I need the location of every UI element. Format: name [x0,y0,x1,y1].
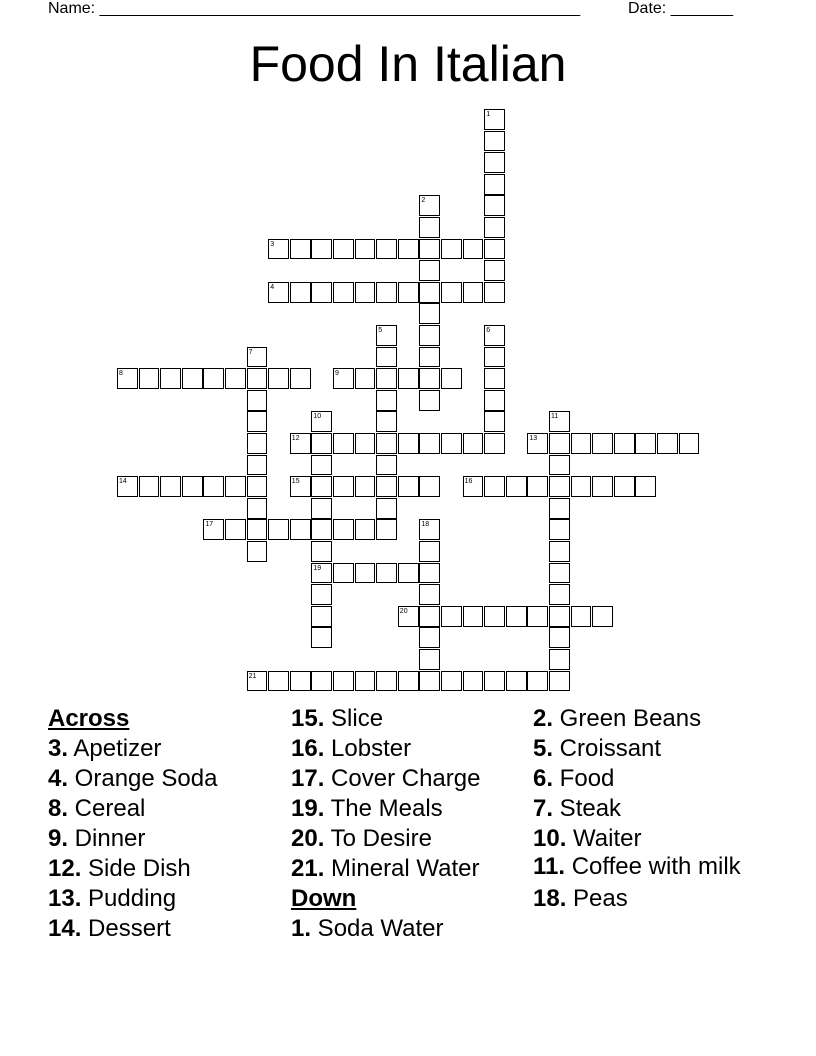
clue-number: 12 [291,435,300,442]
clue-text: Slice [324,705,384,732]
grid-cell[interactable] [441,368,462,389]
clue-number-label: 20. [291,825,325,852]
grid-cell[interactable] [679,433,700,454]
clue-number: 2 [421,197,426,205]
clue-item [291,764,521,794]
grid-cell[interactable] [247,347,268,368]
clue-number: 7 [248,348,253,356]
grid-cell[interactable] [419,239,440,260]
grid-cell[interactable] [182,368,203,389]
grid-cell[interactable] [549,498,570,519]
grid-cell[interactable] [311,411,332,432]
grid-cell[interactable] [203,519,224,540]
grid-cell[interactable] [549,584,570,605]
clue-column-1 [48,704,278,944]
grid-cell[interactable] [484,217,505,238]
clue-text: Croissant [553,735,662,762]
grid-cell[interactable] [571,476,592,497]
grid-cell[interactable] [419,260,440,281]
clue-number-label: 5. [533,735,554,762]
clue-number: 1 [486,111,491,118]
clue-item [533,704,773,734]
clue-number-label: 18. [533,885,567,912]
grid-cell[interactable] [311,498,332,519]
grid-cell[interactable] [247,455,268,476]
clue-number-label: 1. [291,915,312,942]
grid-cell[interactable] [484,109,505,130]
grid-cell[interactable] [571,606,592,627]
clue-item [291,824,521,854]
clue-number-label: 2. [533,705,554,732]
grid-cell[interactable] [247,368,268,389]
clue-column-2 [291,704,521,944]
clue-number: 19 [313,564,322,572]
grid-cell[interactable] [333,433,354,454]
clue-item [291,914,521,944]
grid-cell[interactable] [376,519,397,540]
grid-cell[interactable] [441,433,462,454]
grid-cell[interactable] [268,519,289,540]
clue-number-label: 3. [48,735,69,762]
grid-cell[interactable] [484,606,505,627]
grid-cell[interactable] [247,476,268,497]
grid-cell[interactable] [419,390,440,411]
clue-item [533,824,773,854]
clue-text: Peas [566,885,628,912]
grid-cell[interactable] [549,627,570,648]
clue-number: 8 [119,370,123,378]
grid-cell[interactable] [117,368,138,389]
grid-cell[interactable] [311,627,332,648]
grid-cell[interactable] [549,649,570,670]
grid-cell[interactable] [311,519,332,540]
grid-cell[interactable] [419,476,440,497]
clue-number: 21 [248,672,257,680]
clue-text: Dinner [68,825,146,852]
grid-cell[interactable] [355,282,376,303]
grid-cell[interactable] [463,476,484,497]
clue-number-label: 14. [48,915,82,942]
clue-text: Soda Water [311,915,444,942]
grid-cell[interactable] [376,411,397,432]
grid-cell[interactable] [484,476,505,497]
clue-number-label: 9. [48,825,69,852]
grid-cell[interactable] [311,541,332,562]
clue-number: 9 [335,370,339,378]
clue-item [48,914,278,944]
grid-cell[interactable] [484,433,505,454]
grid-cell[interactable] [419,368,440,389]
grid-cell[interactable] [376,347,397,368]
clue-item [533,734,773,764]
grid-cell[interactable] [376,498,397,519]
clue-number: 10 [313,413,322,421]
grid-cell[interactable] [290,433,311,454]
grid-cell[interactable] [484,174,505,195]
grid-cell[interactable] [419,519,440,540]
grid-cell[interactable] [333,671,354,692]
grid-cell[interactable] [247,390,268,411]
grid-cell[interactable] [419,282,440,303]
grid-cell[interactable] [376,476,397,497]
grid-cell[interactable] [182,476,203,497]
grid-cell[interactable] [549,433,570,454]
grid-cell[interactable] [311,584,332,605]
grid-cell[interactable] [290,282,311,303]
clue-number: 13 [529,435,538,442]
grid-cell[interactable] [398,368,419,389]
grid-cell[interactable] [592,606,613,627]
clue-text: Green Beans [553,705,702,732]
clue-item [48,824,278,854]
grid-cell[interactable] [355,563,376,584]
clue-item [291,704,521,734]
clue-number-label: 12. [48,855,82,882]
grid-cell[interactable] [311,606,332,627]
grid-cell[interactable] [247,411,268,432]
clue-item [533,854,773,880]
grid-cell[interactable] [225,368,246,389]
grid-cell[interactable] [549,541,570,562]
grid-cell[interactable] [484,195,505,216]
grid-cell[interactable] [419,303,440,324]
grid-cell[interactable] [549,411,570,432]
grid-cell[interactable] [333,563,354,584]
grid-cell[interactable] [311,282,332,303]
grid-cell[interactable] [527,671,548,692]
grid-cell[interactable] [398,433,419,454]
grid-cell[interactable] [419,671,440,692]
grid-cell[interactable] [527,476,548,497]
clue-number: 17 [205,521,214,529]
grid-cell[interactable] [463,282,484,303]
clue-number: 3 [270,240,275,248]
grid-cell[interactable] [290,239,311,260]
grid-cell[interactable] [311,476,332,497]
grid-cell[interactable] [463,239,484,260]
grid-cell[interactable] [419,563,440,584]
grid-cell[interactable] [355,476,376,497]
clue-number-label: 8. [48,795,69,822]
grid-cell[interactable] [419,217,440,238]
grid-cell[interactable] [398,282,419,303]
clue-text: Apetizer [68,735,162,762]
grid-cell[interactable] [484,131,505,152]
grid-cell[interactable] [398,563,419,584]
grid-cell[interactable] [355,368,376,389]
clue-text: Cover Charge [324,765,481,792]
grid-cell[interactable] [376,433,397,454]
grid-cell[interactable] [355,519,376,540]
clue-text: Dessert [81,915,171,942]
grid-cell[interactable] [139,368,160,389]
clue-number: 18 [421,521,430,529]
clue-text: Cereal [68,795,146,822]
grid-cell[interactable] [376,282,397,303]
grid-cell[interactable] [203,476,224,497]
grid-cell[interactable] [311,455,332,476]
grid-cell[interactable] [484,390,505,411]
grid-cell[interactable] [549,606,570,627]
grid-cell[interactable] [376,563,397,584]
clue-number-label: 13. [48,885,82,912]
clue-text: Lobster [324,735,412,762]
grid-cell[interactable] [247,433,268,454]
clue-number: 16 [464,478,473,486]
grid-cell[interactable] [311,433,332,454]
grid-cell[interactable] [376,390,397,411]
grid-cell[interactable] [419,584,440,605]
clue-number-label: 21. [291,855,325,882]
clue-text: Orange Soda [68,765,218,792]
grid-cell[interactable] [290,671,311,692]
grid-cell[interactable] [376,368,397,389]
grid-cell[interactable] [549,671,570,692]
grid-cell[interactable] [139,476,160,497]
grid-cell[interactable] [592,476,613,497]
grid-cell[interactable] [484,347,505,368]
grid-cell[interactable] [247,671,268,692]
grid-cell[interactable] [592,433,613,454]
clue-text: Steak [553,795,622,822]
grid-cell[interactable] [247,541,268,562]
grid-cell[interactable] [419,433,440,454]
across-heading: Across [48,705,130,732]
grid-cell[interactable] [614,476,635,497]
grid-cell[interactable] [484,325,505,346]
clue-item [48,734,278,764]
grid-cell[interactable] [506,606,527,627]
clue-number-label: 17. [291,765,325,792]
grid-cell[interactable] [527,606,548,627]
clue-item [48,764,278,794]
clue-number: 15 [291,478,300,486]
clue-number: 20 [399,607,408,615]
grid-cell[interactable] [419,627,440,648]
grid-cell[interactable] [635,476,656,497]
grid-cell[interactable] [549,519,570,540]
grid-cell[interactable] [419,649,440,670]
grid-cell[interactable] [635,433,656,454]
clue-text: To Desire [324,825,432,852]
clue-item [533,884,773,914]
clue-number: 11 [551,413,559,421]
grid-cell[interactable] [290,476,311,497]
grid-cell[interactable] [311,239,332,260]
grid-cell[interactable] [441,282,462,303]
page-title: Food In Italian [249,36,567,92]
grid-cell[interactable] [484,368,505,389]
clue-number: 4 [270,283,275,291]
name-field: Name: ______________________________________________________ [48,0,581,17]
clue-number-label: 7. [533,795,554,822]
grid-cell[interactable] [333,368,354,389]
grid-cell[interactable] [398,239,419,260]
clue-number-label: 11. [533,853,566,880]
clue-number: 14 [119,478,127,486]
grid-cell[interactable] [268,239,289,260]
clue-text: The Meals [324,795,443,822]
clue-number-label: 16. [291,735,325,762]
grid-cell[interactable] [441,671,462,692]
grid-cell[interactable] [484,239,505,260]
grid-cell[interactable] [419,541,440,562]
grid-cell[interactable] [376,671,397,692]
grid-cell[interactable] [160,476,181,497]
clue-column-3 [533,704,773,914]
clue-item [291,794,521,824]
grid-cell[interactable] [549,455,570,476]
clue-number-label: 6. [533,765,554,792]
clue-text: Coffee with milk [565,853,741,880]
clue-number-label: 19. [291,795,325,822]
grid-cell[interactable] [441,239,462,260]
clue-item [533,794,773,824]
grid-cell[interactable] [290,368,311,389]
grid-cell[interactable] [311,671,332,692]
clue-item [48,854,278,884]
grid-cell[interactable] [463,671,484,692]
clue-number: 6 [486,327,491,334]
grid-cell[interactable] [484,671,505,692]
grid-cell[interactable] [247,519,268,540]
grid-cell[interactable] [441,606,462,627]
grid-cell[interactable] [247,498,268,519]
grid-cell[interactable] [160,368,181,389]
grid-cell[interactable] [419,195,440,216]
grid-cell[interactable] [398,606,419,627]
grid-cell[interactable] [506,476,527,497]
grid-cell[interactable] [419,606,440,627]
clue-text: Mineral Water [324,855,480,882]
grid-cell[interactable] [355,239,376,260]
grid-cell[interactable] [549,476,570,497]
grid-cell[interactable] [355,433,376,454]
grid-cell[interactable] [268,368,289,389]
grid-cell[interactable] [571,433,592,454]
clue-item [291,734,521,764]
grid-cell[interactable] [290,519,311,540]
clue-number-label: 4. [48,765,69,792]
grid-cell[interactable] [398,476,419,497]
date-field: Date: _______ [628,0,733,17]
grid-cell[interactable] [549,563,570,584]
clue-item [48,884,278,914]
down-heading: Down [291,885,357,912]
clue-number-label: 15. [291,705,325,732]
grid-cell[interactable] [225,476,246,497]
grid-cell[interactable] [484,152,505,173]
grid-cell[interactable] [484,282,505,303]
grid-cell[interactable] [225,519,246,540]
grid-cell[interactable] [484,411,505,432]
grid-cell[interactable] [506,671,527,692]
grid-cell[interactable] [398,671,419,692]
clue-text: Pudding [81,885,177,912]
grid-cell[interactable] [333,239,354,260]
grid-cell[interactable] [376,239,397,260]
clue-item [48,794,278,824]
grid-cell[interactable] [268,282,289,303]
clue-text: Waiter [566,825,642,852]
grid-cell[interactable] [376,325,397,346]
grid-cell[interactable] [355,671,376,692]
grid-cell[interactable] [419,347,440,368]
clue-text: Food [553,765,615,792]
clue-item [533,764,773,794]
grid-cell[interactable] [333,282,354,303]
grid-cell[interactable] [614,433,635,454]
grid-cell[interactable] [203,368,224,389]
grid-cell[interactable] [463,433,484,454]
clue-number-label: 10. [533,825,567,852]
clue-item [291,854,521,884]
grid-cell[interactable] [333,519,354,540]
grid-cell[interactable] [484,260,505,281]
grid-cell[interactable] [463,606,484,627]
grid-cell[interactable] [311,563,332,584]
grid-cell[interactable] [527,433,548,454]
grid-cell[interactable] [376,455,397,476]
grid-cell[interactable] [657,433,678,454]
grid-cell[interactable] [419,325,440,346]
grid-cell[interactable] [333,476,354,497]
grid-cell[interactable] [268,671,289,692]
clue-text: Side Dish [81,855,191,882]
grid-cell[interactable] [117,476,138,497]
clue-number: 5 [378,327,383,334]
